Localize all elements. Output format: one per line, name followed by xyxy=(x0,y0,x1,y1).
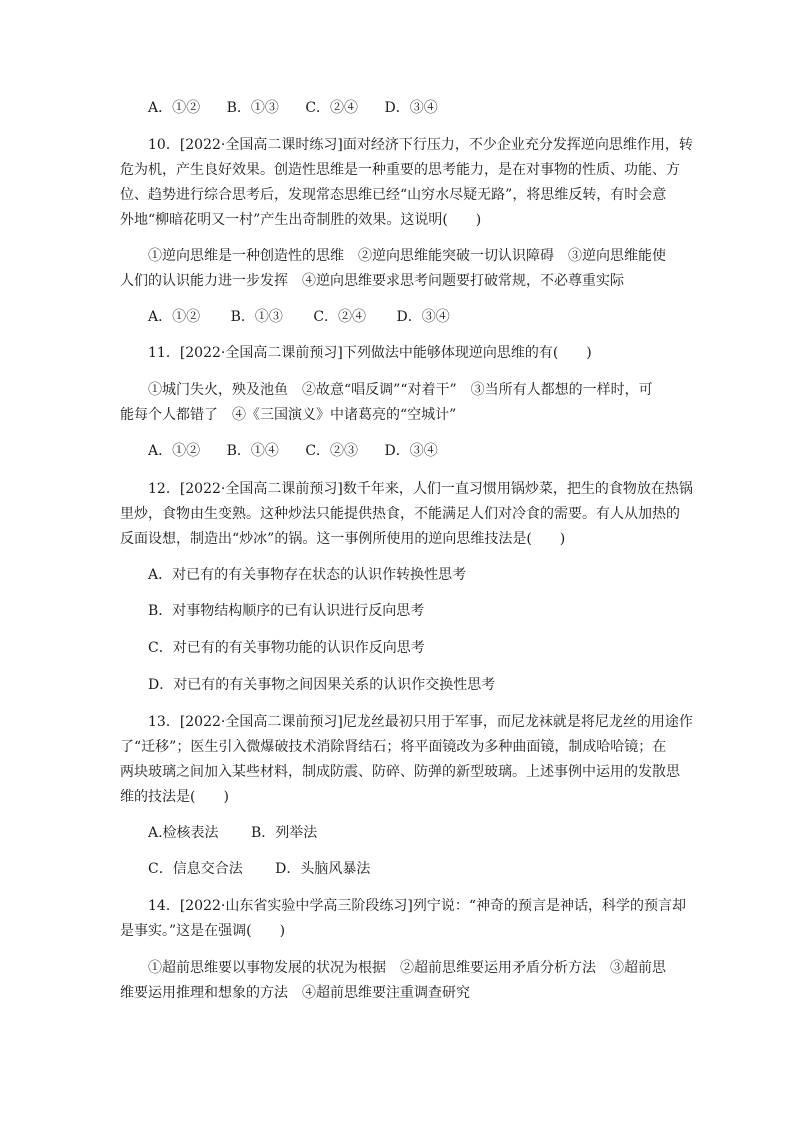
q11-option-a: A．①② xyxy=(148,443,201,459)
q11-options xyxy=(148,441,438,461)
q10-option-b: B．①③ xyxy=(230,309,283,325)
q13-stem-line-3: 两块玻璃之间加入某些材料，制成防震、防碎、防弹的新型玻璃。上述事例中运用的发散思 xyxy=(120,764,680,780)
q10-stem-line-2: 危为机，产生良好效果。创造性思维是一种重要的思考能力，是在对事物的性质、功能、方 xyxy=(120,162,680,178)
q9-option-a: A．①② xyxy=(148,100,201,116)
q11-statement-line-1: ①城门失火，殃及池鱼 ②故意“唱反调”“对着干” ③当所有人都想的一样时，可 xyxy=(148,382,653,398)
q13-options-row-2 xyxy=(148,859,370,879)
q9-options xyxy=(148,98,438,118)
q12-stem-line-3: 反面设想，制造出“炒冰”的锅。这一事例所使用的逆向思维技法是( ) xyxy=(120,531,566,547)
q14-statement-line-1: ①超前思维要以事物发展的状况为根据 ②超前思维要运用矛盾分析方法 ③超前思 xyxy=(148,960,666,976)
q12-option-b: B．对事物结构顺序的已有认识进行反向思考 xyxy=(148,603,425,619)
q12-option-d: D．对已有的有关事物之间因果关系的认识作交换性思考 xyxy=(148,677,496,693)
q10-option-d: D．③④ xyxy=(396,309,450,325)
q11-option-c: C．②③ xyxy=(305,443,359,459)
q11-stem-line-1: 11．[2022·全国高二课前预习]下列做法中能够体现逆向思维的有( ) xyxy=(148,345,592,361)
q10-statement-line-1: ①逆向思维是一种创造性的思维 ②逆向思维能突破一切认识障碍 ③逆向思维能使 xyxy=(148,248,666,264)
q9-option-c: C．②④ xyxy=(305,100,359,116)
q14-stem-line-2: 是事实。”这是在强调( ) xyxy=(120,923,286,939)
q13-option-a: A.检核表法 xyxy=(148,825,219,841)
q13-stem-line-1: 13．[2022·全国高二课前预习]尼龙丝最初只用于军事，而尼龙袜就是将尼龙丝的用途作 xyxy=(148,714,693,730)
q10-stem-line-4: 外地“柳暗花明又一村”产生出奇制胜的效果。这说明( ) xyxy=(120,212,482,228)
q14-stem-line-1: 14．[2022·山东省实验中学高三阶段练习]列宁说：“神奇的预言是神话，科学的预言却 xyxy=(148,898,686,914)
q13-option-c: C．信息交合法 xyxy=(148,861,243,877)
q13-stem-line-2: 了“迁移”；医生引入微爆破技术消除肾结石；将平面镜改为多种曲面镜，制成哈哈镜；在 xyxy=(120,739,667,755)
q10-option-c: C．②④ xyxy=(313,309,367,325)
q12-option-a: A．对已有的有关事物存在状态的认识作转换性思考 xyxy=(148,567,467,583)
q10-statement-line-2: 人们的认识能力进一步发挥 ④逆向思维要求思考问题要打破常规，不必尊重实际 xyxy=(120,273,624,289)
q13-options-row-1 xyxy=(148,823,317,843)
q12-option-c: C．对已有的有关事物功能的认识作反向思考 xyxy=(148,640,425,656)
q13-option-b: B．列举法 xyxy=(251,825,318,841)
q14-statement-line-2: 维要运用推理和想象的方法 ④超前思维要注重调查研究 xyxy=(120,985,470,1001)
q10-stem-line-1: 10．[2022·全国高二课时练习]面对经济下行压力，不少企业充分发挥逆向思维作用，转 xyxy=(148,137,693,153)
q9-option-d: D．③④ xyxy=(384,100,438,116)
q13-option-d: D．头脑风暴法 xyxy=(275,861,371,877)
q11-statement-line-2: 能每个人都错了 ④《三国演义》中诸葛亮的“空城计” xyxy=(120,407,457,423)
q10-stem-line-3: 位、趋势进行综合思考后，发现常态思维已经“山穷水尽疑无路”，将思维反转，有时会意 xyxy=(120,187,667,203)
q11-option-d: D．③④ xyxy=(384,443,438,459)
q10-options xyxy=(148,307,450,327)
q12-stem-line-2: 里炒，食物由生变熟。这种炒法只能提供热食，不能满足人们对冷食的需要。有人从加热的 xyxy=(120,506,680,522)
q11-option-b: B．①④ xyxy=(226,443,279,459)
q13-stem-line-4: 维的技法是( ) xyxy=(120,789,229,805)
q12-stem-line-1: 12．[2022·全国高二课前预习]数千年来，人们一直习惯用锅炒菜，把生的食物放在热锅 xyxy=(148,481,693,497)
q10-option-a: A．①② xyxy=(148,309,201,325)
q9-option-b: B．①③ xyxy=(226,100,279,116)
